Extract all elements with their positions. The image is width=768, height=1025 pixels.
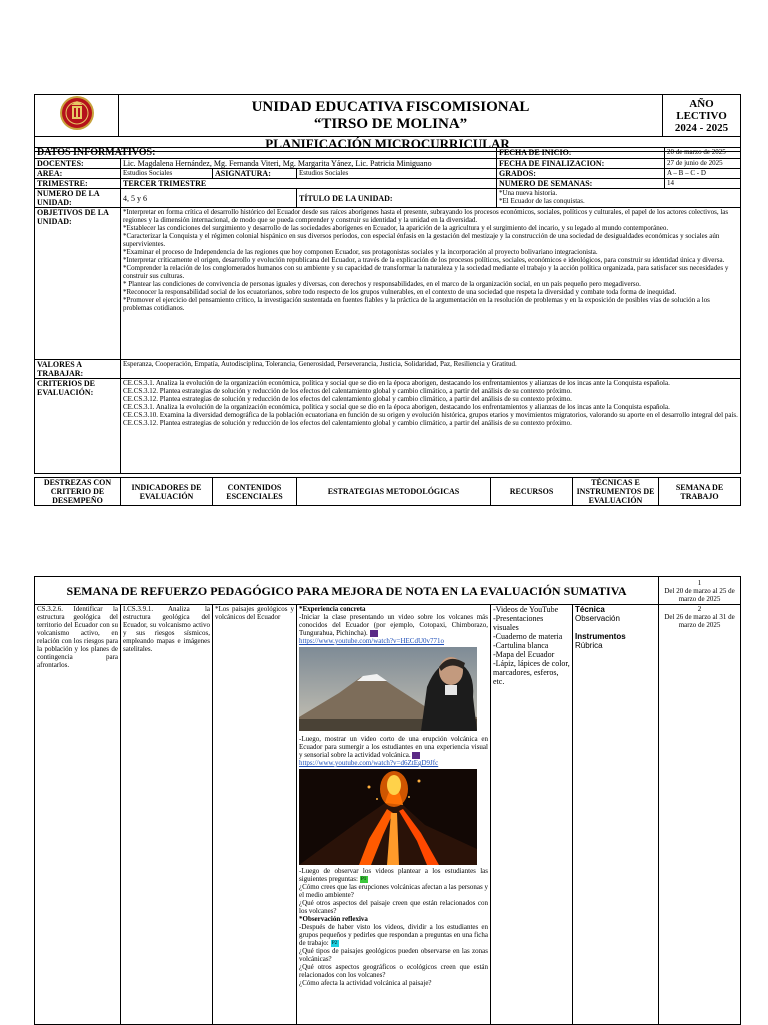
objetivo-item: *Establecer las condiciones del surgimiento y desarrollo de las sociedades aborígenes en Ecuador, la aparición de la agricultura y el surgimiento del incario, y su legado al mundo contemporáneo. bbox=[123, 224, 669, 232]
tecnica: Observación bbox=[575, 614, 620, 623]
observacion-paragraph: -Después de haber visto los videos, dividir a los estudiantes en grupos pequeños y pedirles que respondan a preguntas en una ficha de trabajo: bbox=[299, 923, 488, 947]
contenido-cell: *Los paisajes geológicos y volcánicos del Ecuador bbox=[213, 605, 297, 1025]
year-range: 2024 - 2025 bbox=[674, 121, 729, 134]
instrumentos-label: Instrumentos bbox=[575, 632, 626, 641]
header-table bbox=[34, 94, 741, 152]
criterio-item: CE.CS.3.12. Plantea estrategias de solución y reducción de los efectos del calentamiento global y cambio climático, a partir del análisis de su contexto próximo. bbox=[123, 395, 572, 403]
week-2-dates: Del 26 de marzo al 31 de marzo de 2025 bbox=[664, 613, 735, 629]
week-2-cell bbox=[659, 605, 741, 1025]
week-title: SEMANA DE REFUERZO PEDAGÓGICO PARA MEJORA DE NOTA EN LA EVALUACIÓN SUMATIVA bbox=[35, 577, 659, 605]
criterio-item: CE.CS.3.10. Examina la diversidad demográfica de la población ecuatoriana en función de su origen y evolución histórica, grupos etarios y movimientos migratorios, valorando su aporte en el desarrollo integral del país. bbox=[123, 411, 738, 419]
experiencia-paragraph: -Iniciar la clase presentando un video sobre los volcanes más conocidos del Ecuador (por ejemplo, Cotopaxi, Chimborazo, Tungurahua, Pichincha). bbox=[299, 613, 488, 637]
trimestre-label: TRIMESTRE: bbox=[35, 179, 121, 189]
criterios-label: CRITERIOS DE EVALUACIÓN: bbox=[35, 379, 121, 474]
week-table bbox=[34, 576, 741, 1025]
grados: A – B – C - D bbox=[665, 169, 741, 179]
fecha-inicio-label: FECHA DE INICIO: bbox=[497, 148, 665, 159]
luego-text bbox=[299, 735, 488, 759]
grados-label: GRADOS: bbox=[497, 169, 665, 179]
valores: Esperanza, Cooperación, Empatía, Autodisciplina, Tolerancia, Generosidad, Perseverancia, Justicia, Solidaridad, Paz, Resiliencia y Gratitud. bbox=[121, 360, 741, 379]
luego-paragraph: -Luego, mostrar un video corto de una erupción volcánica en Ecuador para sumergir a los estudiantes en una experiencia visual y sensorial sobre la actividad volcánica. bbox=[299, 735, 488, 759]
col-indicadores: INDICADORES DE EVALUACIÓN bbox=[121, 478, 213, 506]
asignatura-label: ASIGNATURA: bbox=[213, 169, 297, 179]
question-1: ¿Cómo crees que las erupciones volcánicas afectan a las personas y el medio ambiente? bbox=[299, 883, 488, 899]
col-recursos: RECURSOS bbox=[491, 478, 573, 506]
objetivo-item: *Caracterizar la Conquista y el régimen colonial hispánico en sus diversos períodos, con especial énfasis en la gestación del mestizaje y la construcción de una sociedad de desigualdades económicas y sociales aún supervivientes. bbox=[123, 232, 720, 248]
titulo-2: *El Ecuador de las conquistas. bbox=[499, 197, 585, 205]
school-crest-icon bbox=[59, 95, 95, 131]
recurso-item: -Lápiz, lápices de color, marcadores, esferos, etc. bbox=[493, 659, 570, 686]
col-semana: SEMANA DE TRABAJO bbox=[659, 478, 741, 506]
year-cell bbox=[663, 95, 741, 137]
volcano-photo-2 bbox=[299, 769, 477, 865]
recurso-item: -Presentaciones visuales bbox=[493, 614, 544, 632]
week-2-number: 2 bbox=[697, 605, 702, 613]
criterios-list bbox=[121, 379, 741, 474]
recurso-item: -Cuaderno de materia bbox=[493, 632, 563, 641]
after-videos-paragraph: -Luego de observar los videos plantear a los estudiantes las siguientes preguntas: bbox=[299, 867, 488, 883]
video-marker-icon bbox=[370, 630, 378, 637]
objetivo-item: *Interpretar en forma crítica el desarrollo histórico del Ecuador desde sus raíces aborígenes hasta el presente, subrayando los procesos económicos, sociales, políticos y culturales, el papel de los actores colectivos, las regiones y la dimensión internacional, de modo que se pueda comprender y construir su identidad y la unidad en la diversidad. bbox=[123, 208, 729, 224]
info-table bbox=[34, 147, 741, 474]
objetivos-list bbox=[121, 208, 741, 360]
unidad-num-label: NUMERO DE LA UNIDAD: bbox=[35, 189, 121, 208]
logo-cell bbox=[35, 95, 119, 137]
col-tecnicas: TÉCNICAS E INSTRUMENTOS DE EVALUACIÓN bbox=[573, 478, 659, 506]
objetivo-item: *Examinar el proceso de Independencia de las regiones que hoy componen Ecuador, sus protagonistas sociales y la incorporación al proyecto bolivariano integracionista. bbox=[123, 248, 598, 256]
observacion-text bbox=[299, 923, 488, 947]
objetivo-item: * Plantear las condiciones de convivencia de personas iguales y diversas, con derechos y responsabilidades, en el marco de la organización social, en un país pequeño pero megadiverso. bbox=[123, 280, 641, 288]
school-title bbox=[119, 95, 663, 137]
question-2: ¿Qué otros aspectos del paisaje creen que están relacionados con los volcanes? bbox=[299, 899, 488, 915]
semanas: 14 bbox=[665, 179, 741, 189]
fecha-inicio: 20 de marzo de 2025 bbox=[665, 148, 741, 159]
fecha-fin-label: FECHA DE FINALIZACION: bbox=[497, 159, 665, 169]
recurso-item: -Mapa del Ecuador bbox=[493, 650, 555, 659]
volcano-photo-1 bbox=[299, 647, 477, 731]
col-contenidos: CONTENIDOS ESCENCIALES bbox=[213, 478, 297, 506]
school-name: “TIRSO DE MOLINA” bbox=[313, 115, 468, 132]
video-link-2[interactable]: https://www.youtube.com/watch?v=d6ZtEgD9Jfc bbox=[299, 759, 439, 767]
week-1-number: 1 bbox=[697, 578, 702, 587]
instrumento: Rúbrica bbox=[575, 641, 603, 650]
objetivo-item: *Interpretar críticamente el origen, desarrollo y evolución republicana del Ecuador, a través de la explicación de los procesos políticos, sociales, económicos e ideológicos, para construir su identidad única y diversa. bbox=[123, 256, 725, 264]
area: Estudios Sociales bbox=[121, 169, 213, 179]
recurso-item: -Cartulina blanca bbox=[493, 641, 549, 650]
col-destrezas: DESTREZAS CON CRITERIO DE DESEMPEÑO bbox=[35, 478, 121, 506]
observacion-title: *Observación reflexiva bbox=[299, 915, 368, 923]
week-1-cell bbox=[659, 577, 741, 605]
titulo-label: TÍTULO DE LA UNIDAD: bbox=[297, 189, 497, 208]
recursos-cell bbox=[491, 605, 573, 1025]
objetivos-label: OBJETIVOS DE LA UNIDAD: bbox=[35, 208, 121, 360]
school-label: UNIDAD EDUCATIVA FISCOMISIONAL bbox=[251, 98, 530, 115]
year-label-2: LECTIVO bbox=[676, 109, 727, 122]
worksheet-marker-icon: P2 bbox=[331, 940, 338, 946]
area-label: AREA: bbox=[35, 169, 121, 179]
criterio-item: CE.CS.3.1. Analiza la evolución de la organización económica, política y social que se dio en la época aborigen, destacando los enfrentamientos y alianzas de los incas ante la Conquista española. bbox=[123, 403, 670, 411]
titulo-unidad bbox=[497, 189, 741, 208]
docentes-label: DOCENTES: bbox=[35, 159, 121, 169]
objetivo-item: *Promover el ejercicio del pensamiento crítico, la investigación sustentada en fuentes fiables y la práctica de la argumentación en la resolución de problemas y en la exposición de posibles vías de solución a los problemas cotidianos. bbox=[123, 296, 710, 312]
valores-label: VALORES A TRABAJAR: bbox=[35, 360, 121, 379]
experiencia-title: *Experiencia concreta bbox=[299, 605, 366, 613]
planning-title: PLANIFICACIÓN MICROCURRICULAR bbox=[35, 137, 741, 152]
columns-header-table bbox=[34, 477, 741, 506]
fecha-fin: 27 de junio de 2025 bbox=[665, 159, 741, 169]
destreza-cell: CS.3.2.6. Identificar la estructura geológica del territorio del Ecuador con su volcanismo activo, en relación con los riesgos para la población y los planes de contingencia para afrontarlos. bbox=[35, 605, 121, 1025]
semanas-label: NUMERO DE SEMANAS: bbox=[497, 179, 665, 189]
experiencia-text bbox=[299, 613, 488, 637]
asignatura: Estudios Sociales bbox=[297, 169, 497, 179]
objetivo-item: *Reconocer la responsabilidad social de los ecuatorianos, sobre todo respecto de los grupos vulnerables, en el contexto de una sociedad que respeta la diversidad y combate toda forma de inequidad. bbox=[123, 288, 677, 296]
year-label: AÑO bbox=[689, 97, 714, 110]
objetivo-item: *Comprender la relación de los conglomerados humanos con su ambiente y su capacidad de transformar la naturaleza y la sociedad mediante el trabajo y la acción política organizada, para satisfacer sus necesidades y construir sus culturas. bbox=[123, 264, 729, 280]
after-videos-text bbox=[299, 867, 488, 883]
criterio-item: CE.CS.3.12. Plantea estrategias de solución y reducción de los efectos del calentamiento global y cambio climático, a partir del análisis de su contexto próximo. bbox=[123, 419, 572, 427]
unidad-num: 4, 5 y 6 bbox=[121, 189, 297, 208]
titulo-1: *Una nueva historia. bbox=[499, 189, 558, 197]
question-3: ¿Qué tipos de paisajes geológicos pueden observarse en las zonas volcánicas? bbox=[299, 947, 488, 963]
criterio-item: CE.CS.3.12. Plantea estrategias de solución y reducción de los efectos del calentamiento global y cambio climático, a partir del análisis de su contexto próximo. bbox=[123, 387, 572, 395]
recurso-item: -Videos de YouTube bbox=[493, 605, 559, 614]
indicador-cell: I.CS.3.9.1. Analiza la estructura geológica del Ecuador, su volcanismo activo y sus riesgos sísmicos, empleando mapas e imágenes satelitales. bbox=[121, 605, 213, 1025]
docentes: Lic. Magdalena Hernández, Mg. Fernanda Viteri, Mg. Margarita Yánez, Lic. Patricia Miniguano bbox=[121, 159, 497, 169]
worksheet-marker-icon: P1 bbox=[361, 876, 367, 882]
criterio-item: CE.CS.3.1. Analiza la evolución de la organización económica, política y social que se dio en la época aborigen, destacando los enfrentamientos y alianzas de los incas ante la Conquista española. bbox=[123, 379, 670, 387]
tecnica-label: Técnica bbox=[575, 605, 605, 614]
info-section-title: DATOS INFORMATIVOS: bbox=[35, 148, 497, 159]
col-estrategias: ESTRATEGIAS METODOLÓGICAS bbox=[297, 478, 491, 506]
video-marker-icon bbox=[412, 752, 420, 759]
trimestre: TERCER TRIMESTRE bbox=[121, 179, 497, 189]
estrategia-cell bbox=[297, 605, 491, 1025]
tecnicas-cell bbox=[573, 605, 659, 1025]
question-5: ¿Cómo afecta la actividad volcánica al paisaje? bbox=[299, 979, 432, 987]
week-1-dates: Del 20 de marzo al 25 de marzo de 2025 bbox=[664, 586, 735, 603]
video-link-1[interactable]: https://www.youtube.com/watch?v=HECdU0v771o bbox=[299, 637, 445, 645]
question-4: ¿Qué otros aspectos geográficos o ecológicos creen que están relacionados con los volcanes? bbox=[299, 963, 488, 979]
